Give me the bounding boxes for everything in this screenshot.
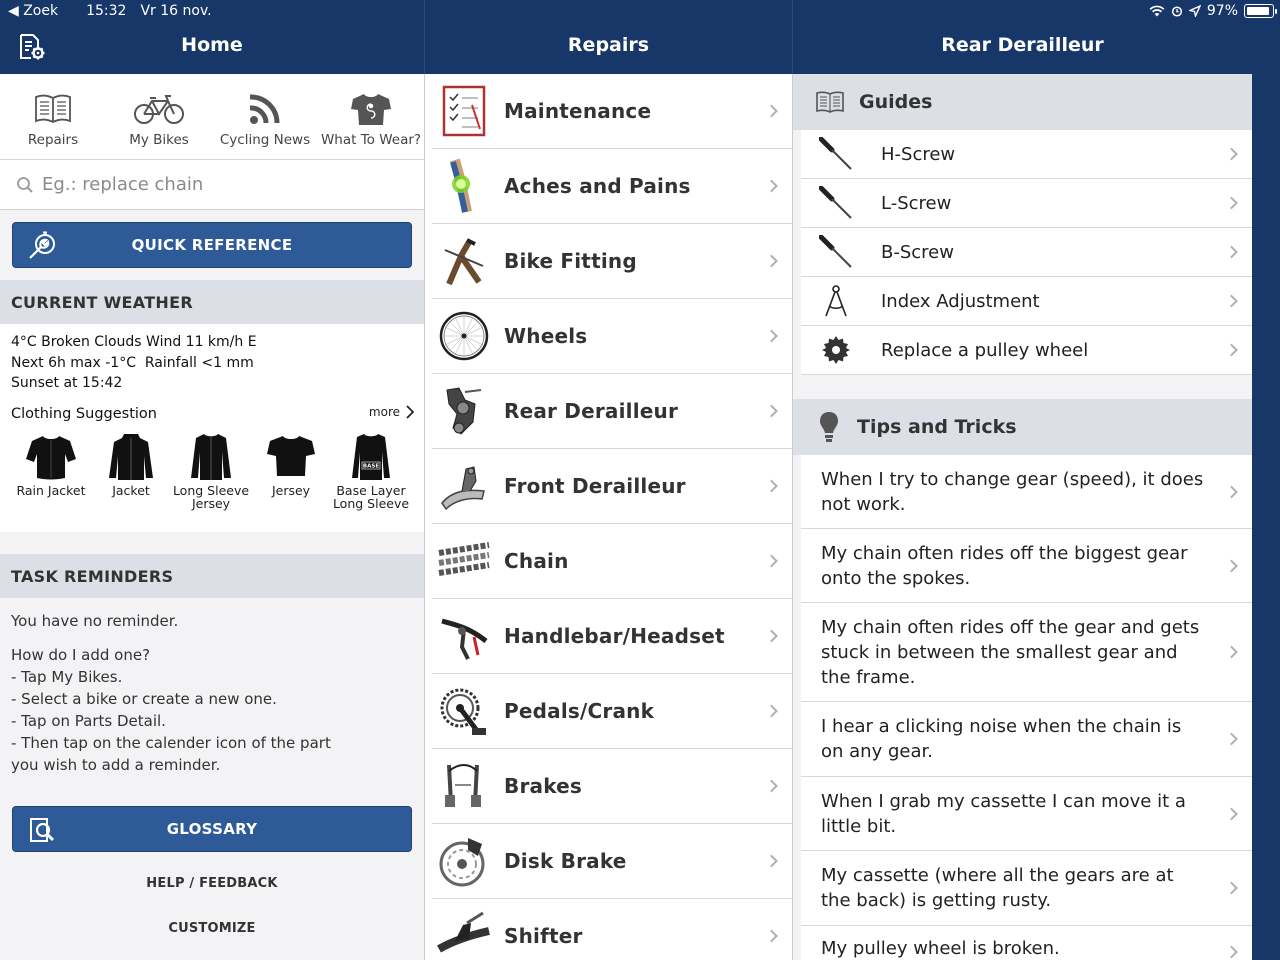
- repair-category-bike-fitting[interactable]: [432, 224, 792, 299]
- tip-item[interactable]: [801, 851, 1252, 926]
- knee-icon: [439, 158, 489, 214]
- clothing-item[interactable]: [171, 432, 251, 510]
- guide-index-adjustment[interactable]: [801, 277, 1252, 326]
- guide-label: L-Screw: [881, 192, 952, 214]
- category-label: Bike Fitting: [504, 249, 637, 273]
- how-to-step: - Select a bike or create a new one.: [11, 690, 277, 708]
- clothing-item[interactable]: [251, 432, 331, 510]
- tip-item[interactable]: [801, 603, 1252, 702]
- bike-fitting-icon: [439, 236, 489, 286]
- clothing-list: [11, 432, 413, 510]
- checklist-icon: [442, 85, 486, 137]
- clothing-label: Jersey: [271, 483, 311, 498]
- chevron-right-icon: [765, 630, 778, 643]
- chevron-right-icon: [1225, 733, 1238, 746]
- quick-reference-label: QUICK REFERENCE: [131, 236, 293, 254]
- screwdriver-icon: [819, 235, 853, 269]
- compass-icon: [821, 284, 851, 318]
- how-to-step: - Then tap on the calender icon of the part: [11, 734, 331, 752]
- crank-icon: [438, 684, 490, 738]
- search-bar[interactable]: [0, 160, 424, 210]
- back-label: Zoek: [23, 3, 59, 19]
- guides-header: [793, 74, 1252, 130]
- repair-category-chain[interactable]: [432, 524, 792, 599]
- chevron-right-icon: [765, 855, 778, 868]
- repair-category-disk-brake[interactable]: [432, 824, 792, 899]
- category-label: Maintenance: [504, 99, 652, 123]
- tip-text: I hear a clicking noise when the chain is on any gear.: [821, 716, 1182, 762]
- lightbulb-icon: [819, 410, 839, 444]
- clothing-label: Long Sleeve Jersey: [172, 483, 250, 511]
- rear-derailleur-pane: [793, 74, 1252, 960]
- weather-heading: CURRENT WEATHER: [11, 292, 193, 312]
- weather-conditions: 4°C Broken Clouds Wind 11 km/h E: [11, 334, 257, 350]
- clothing-item[interactable]: [331, 432, 411, 510]
- chevron-right-icon: [1225, 807, 1238, 820]
- clothing-suggestion-label: Clothing Suggestion: [11, 405, 157, 422]
- reminders-panel: [0, 598, 424, 794]
- front-derailleur-icon: [438, 461, 490, 511]
- category-label: Wheels: [504, 324, 588, 348]
- tip-text: My chain often rides off the gear and gets stuck in between the smallest gear and the frame.: [821, 616, 1200, 688]
- repairs-pane: [425, 74, 792, 960]
- category-label: Pedals/Crank: [504, 699, 655, 723]
- search-icon: [16, 176, 34, 194]
- guide-label: Index Adjustment: [881, 290, 1040, 312]
- more-clothing-link[interactable]: [369, 402, 414, 423]
- wheel-icon: [439, 311, 489, 361]
- chevron-right-icon: [1225, 882, 1238, 895]
- category-label: Rear Derailleur: [504, 399, 679, 423]
- screwdriver-icon: [819, 186, 853, 220]
- how-to-step: - Tap My Bikes.: [11, 668, 123, 686]
- chevron-right-icon: [1225, 344, 1238, 357]
- base-layer-long-sleeve-icon: [350, 432, 392, 482]
- bicycle-icon: [133, 92, 185, 126]
- chevron-right-icon: [765, 555, 778, 568]
- tip-item[interactable]: [801, 777, 1252, 851]
- quick-reference-button[interactable]: [12, 222, 412, 268]
- category-label: Brakes: [504, 774, 583, 798]
- repair-category-wheels[interactable]: [432, 299, 792, 374]
- chevron-right-icon: [765, 255, 778, 268]
- brake-icon: [439, 759, 489, 813]
- shortcut-label: My Bikes: [129, 132, 189, 148]
- guide-b-screw[interactable]: [801, 228, 1252, 277]
- glossary-search-icon: [27, 815, 57, 845]
- alarm-icon: [1171, 5, 1183, 17]
- disk-brake-icon: [438, 834, 490, 888]
- chevron-right-icon: [1225, 559, 1238, 572]
- chevron-right-icon: [1225, 197, 1238, 210]
- clothing-label: Base Layer Long Sleeve: [332, 483, 410, 511]
- guide-label: H-Screw: [881, 143, 956, 165]
- navigation-bar: [0, 0, 1280, 74]
- weather-forecast: Next 6h max -1°C Rainfall <1 mm: [11, 354, 254, 371]
- tip-text: My chain often rides off the biggest gear onto the spokes.: [821, 542, 1188, 589]
- clock: 15:32: [86, 3, 127, 19]
- shortcut-bar: [0, 74, 424, 160]
- header-divider: [792, 0, 793, 74]
- home-pane: [0, 74, 424, 960]
- chevron-right-icon: [765, 405, 778, 418]
- repair-category-brakes[interactable]: [432, 749, 792, 824]
- weather-panel: [0, 324, 424, 532]
- base-badge: BASE: [362, 463, 380, 470]
- guide-label: B-Screw: [881, 241, 954, 263]
- chevron-right-icon: [1225, 946, 1238, 959]
- tshirt-icon: [349, 92, 393, 126]
- repair-category-rear-derailleur[interactable]: [432, 374, 792, 449]
- tip-item[interactable]: [801, 702, 1252, 777]
- chevron-right-icon: [765, 105, 778, 118]
- wrench-stopwatch-icon: [27, 231, 57, 261]
- category-label: Shifter: [504, 924, 583, 948]
- how-to-title: How do I add one?: [11, 646, 151, 664]
- chevron-right-icon: [765, 705, 778, 718]
- shortcut-my-bikes[interactable]: [106, 74, 212, 159]
- category-label: Disk Brake: [504, 849, 627, 873]
- tip-text: When I grab my cassette I can move it a little bit.: [821, 790, 1186, 837]
- no-reminder-text: You have no reminder.: [11, 612, 179, 630]
- home-title: Home: [181, 34, 243, 56]
- chevron-right-icon: [1225, 485, 1238, 498]
- chevron-right-icon: [765, 330, 778, 343]
- jacket-icon: [107, 432, 155, 482]
- book-icon: [815, 90, 845, 114]
- category-label: Handlebar/Headset: [504, 624, 725, 648]
- weather-header: [0, 280, 424, 324]
- guides-heading: Guides: [859, 91, 933, 113]
- wifi-icon: [1149, 5, 1165, 17]
- repair-category-front-derailleur[interactable]: [432, 449, 792, 524]
- category-label: Aches and Pains: [504, 174, 691, 198]
- chevron-right-icon: [765, 930, 778, 943]
- header-divider: [424, 0, 425, 74]
- chevron-right-icon: [1225, 148, 1238, 161]
- chevron-right-icon: [765, 480, 778, 493]
- weather-sunset: Sunset at 15:42: [11, 375, 123, 391]
- tip-text: My pulley wheel is broken.: [821, 938, 1060, 959]
- chevron-right-icon: [1225, 295, 1238, 308]
- shortcut-cycling-news[interactable]: [212, 74, 318, 159]
- rear-derailleur-title: Rear Derailleur: [941, 34, 1104, 56]
- repair-category-maintenance[interactable]: [432, 74, 792, 149]
- battery-icon: [1244, 4, 1274, 18]
- screwdriver-icon: [819, 137, 853, 171]
- rain-jacket-icon: [23, 432, 79, 482]
- repair-category-handlebar-headset[interactable]: [432, 599, 792, 674]
- tip-item[interactable]: [801, 455, 1252, 529]
- rear-derailleur-icon: [439, 384, 489, 438]
- chevron-right-icon: [765, 780, 778, 793]
- tip-text: When I try to change gear (speed), it does not work.: [821, 468, 1204, 515]
- tip-item[interactable]: [801, 529, 1252, 603]
- guide-replace-pulley-wheel[interactable]: [801, 326, 1252, 375]
- long-sleeve-jersey-icon: [189, 432, 233, 482]
- status-bar: [0, 0, 1280, 22]
- how-to-step: - Tap on Parts Detail.: [11, 712, 166, 730]
- jersey-icon: [265, 432, 317, 482]
- guide-h-screw[interactable]: [801, 130, 1252, 179]
- category-label: Chain: [504, 549, 569, 573]
- shortcut-label: What To Wear?: [320, 132, 422, 148]
- back-to-app[interactable]: ◀ Zoek: [8, 3, 59, 19]
- repair-category-shifter[interactable]: [432, 899, 792, 960]
- repair-category-aches-and-pains[interactable]: [432, 149, 792, 224]
- tips-heading: Tips and Tricks: [857, 416, 1017, 438]
- guide-label: Replace a pulley wheel: [881, 339, 1089, 361]
- tip-item[interactable]: [801, 926, 1252, 960]
- location-icon: [1189, 5, 1201, 17]
- category-label: Front Derailleur: [504, 474, 686, 498]
- task-reminders-heading: TASK REMINDERS: [11, 566, 174, 586]
- clothing-item[interactable]: [11, 432, 91, 510]
- chevron-right-icon: [1225, 646, 1238, 659]
- shortcut-repairs[interactable]: [0, 74, 106, 159]
- right-gutter: [1252, 74, 1280, 960]
- chain-icon: [437, 541, 491, 581]
- shortcut-label: Repairs: [27, 132, 79, 148]
- tip-text: My cassette (where all the gears are at the back) is getting rusty.: [821, 865, 1174, 911]
- help-feedback-link[interactable]: HELP / FEEDBACK: [146, 876, 278, 891]
- clothing-label: Rain Jacket: [16, 483, 86, 498]
- how-to-step: you wish to add a reminder.: [11, 756, 221, 774]
- book-icon: [33, 92, 73, 126]
- chevron-right-icon: [765, 180, 778, 193]
- task-reminders-header: [0, 554, 424, 598]
- clothing-label: Jacket: [112, 483, 150, 498]
- shortcut-what-to-wear[interactable]: [318, 74, 424, 159]
- handlebar-icon: [438, 611, 490, 661]
- glossary-label: GLOSSARY: [166, 820, 258, 838]
- rss-icon: [247, 92, 283, 126]
- repairs-title: Repairs: [567, 34, 650, 56]
- gear-icon: [820, 334, 852, 366]
- chevron-right-icon: [406, 405, 414, 419]
- chevron-right-icon: [1225, 246, 1238, 259]
- guide-l-screw[interactable]: [801, 179, 1252, 228]
- battery-percent: 97%: [1206, 3, 1238, 19]
- date: Vr 16 nov.: [140, 3, 212, 19]
- shifter-icon: [437, 911, 491, 960]
- shortcut-label: Cycling News: [219, 132, 311, 148]
- search-input[interactable]: Eg.: replace chain: [42, 174, 204, 195]
- more-label: more: [368, 405, 400, 419]
- repair-category-pedals-crank[interactable]: [432, 674, 792, 749]
- customize-link[interactable]: CUSTOMIZE: [168, 921, 256, 936]
- tips-header: [793, 399, 1252, 455]
- glossary-button[interactable]: [12, 806, 412, 852]
- clothing-item[interactable]: [91, 432, 171, 510]
